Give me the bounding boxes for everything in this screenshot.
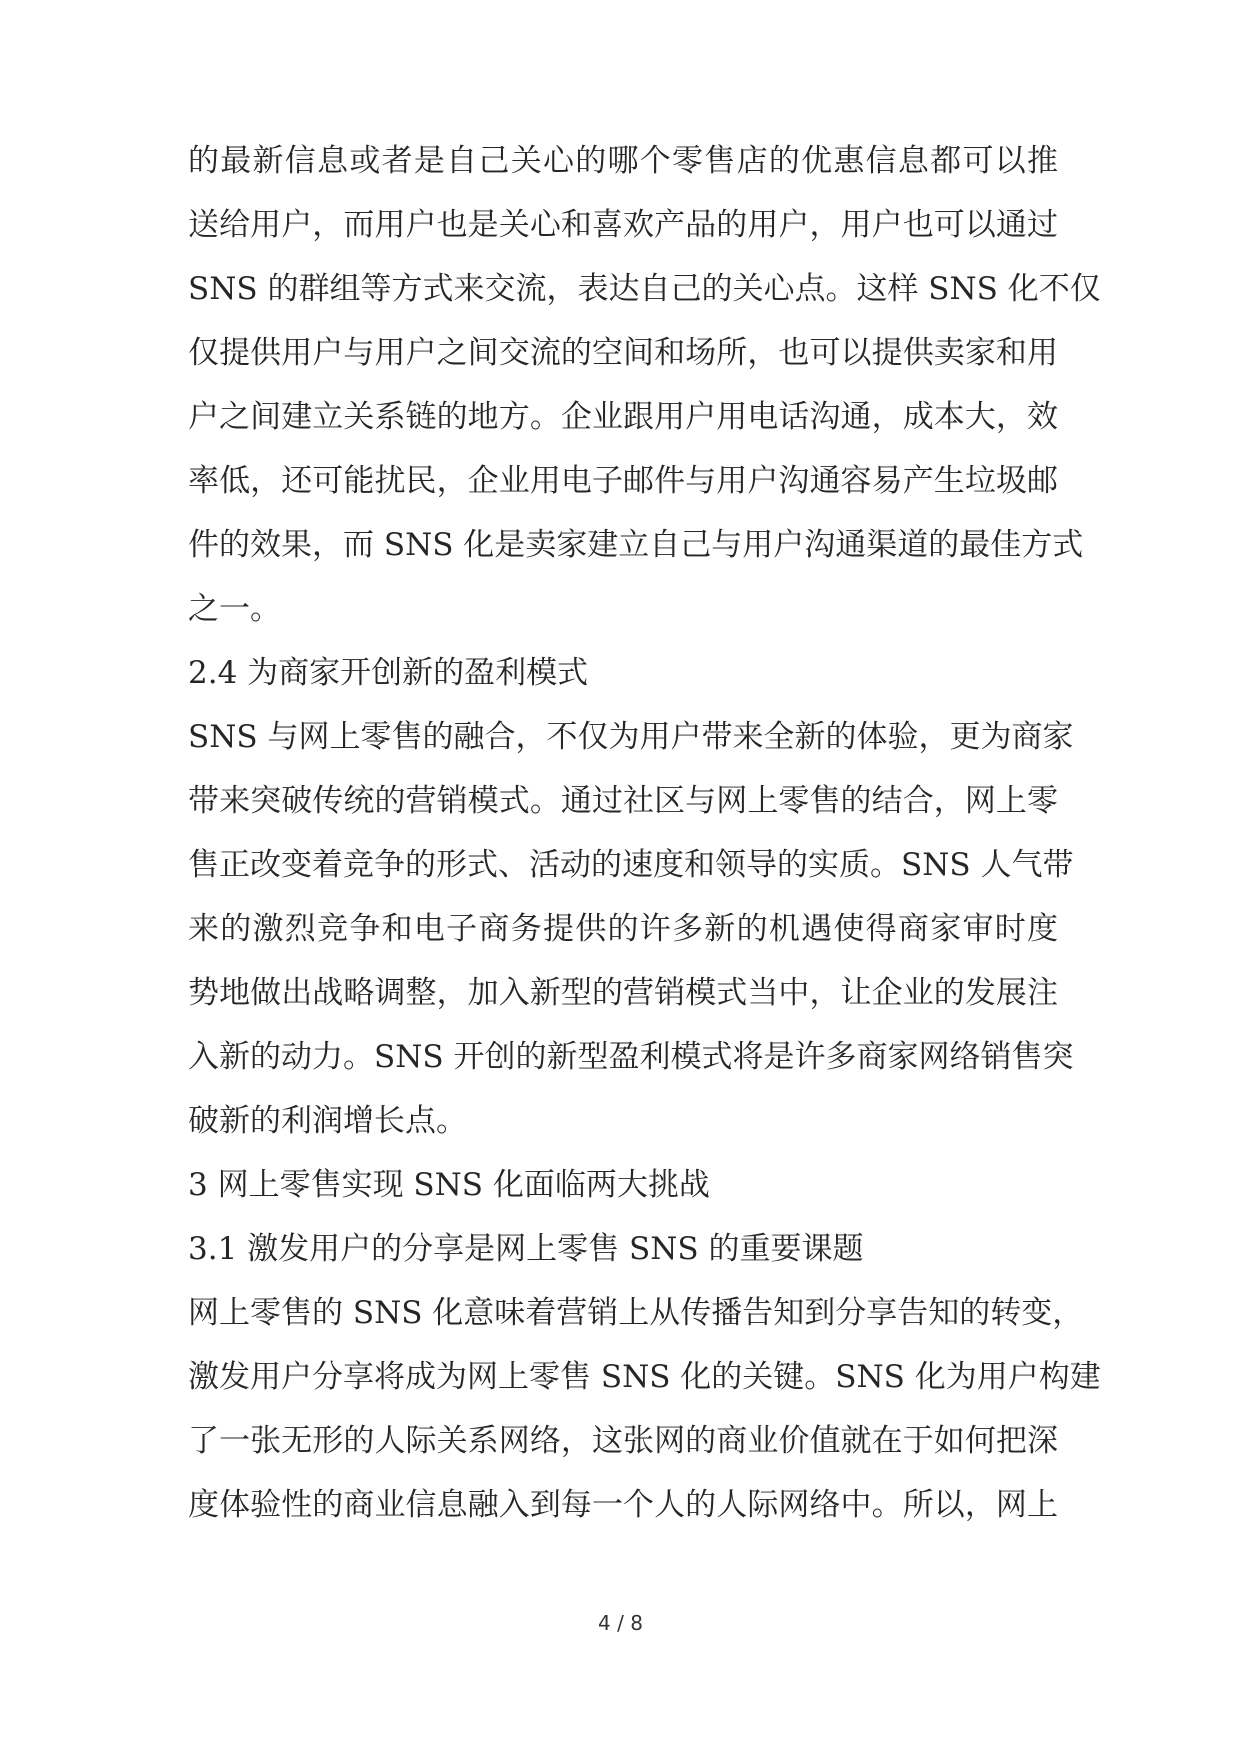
body-line: 入新的动力。SNS 开创的新型盈利模式将是许多商家网络销售突 [188,1039,1074,1075]
body-line: 度体验性的商业信息融入到每一个人的人际网络中。所以，网上 [188,1487,1058,1523]
body-line: 仅提供用户与用户之间交流的空间和场所，也可以提供卖家和用 [188,335,1058,371]
body-line: 送给用户，而用户也是关心和喜欢产品的用户，用户也可以通过 [188,207,1058,243]
section-heading: 2.4 为商家开创新的盈利模式 [188,655,589,691]
body-line: 之一。 [188,591,281,627]
body-line: 件的效果，而 SNS 化是卖家建立自己与用户沟通渠道的最佳方式 [188,527,1084,563]
section-heading: 3 网上零售实现 SNS 化面临两大挑战 [188,1167,710,1203]
page-number: 4 / 8 [598,1611,643,1635]
body-line: 了一张无形的人际关系网络，这张网的商业价值就在于如何把深 [188,1423,1058,1459]
body-line: SNS 与网上零售的融合，不仅为用户带来全新的体验，更为商家 [188,719,1074,755]
body-line: 售正改变着竞争的形式、活动的速度和领导的实质。SNS 人气带 [188,847,1074,883]
body-line: 率低，还可能扰民，企业用电子邮件与用户沟通容易产生垃圾邮 [188,463,1058,499]
body-line: 破新的利润增长点。 [188,1103,467,1139]
body-line: 网上零售的 SNS 化意味着营销上从传播告知到分享告知的转变， [188,1295,1084,1331]
body-line: 带来突破传统的营销模式。通过社区与网上零售的结合，网上零 [188,783,1058,819]
body-line: 势地做出战略调整，加入新型的营销模式当中，让企业的发展注 [188,975,1058,1011]
body-line: 户之间建立关系链的地方。企业跟用户用电话沟通，成本大，效 [188,399,1058,435]
body-line: 激发用户分享将成为网上零售 SNS 化的关键。SNS 化为用户构建 [188,1359,1101,1395]
body-line: SNS 的群组等方式来交流，表达自己的关心点。这样 SNS 化不仅 [188,271,1101,307]
body-line: 的最新信息或者是自己关心的哪个零售店的优惠信息都可以推 [188,143,1058,179]
body-line: 来的激烈竞争和电子商务提供的许多新的机遇使得商家审时度 [188,911,1058,947]
subsection-heading: 3.1 激发用户的分享是网上零售 SNS 的重要课题 [188,1231,864,1267]
